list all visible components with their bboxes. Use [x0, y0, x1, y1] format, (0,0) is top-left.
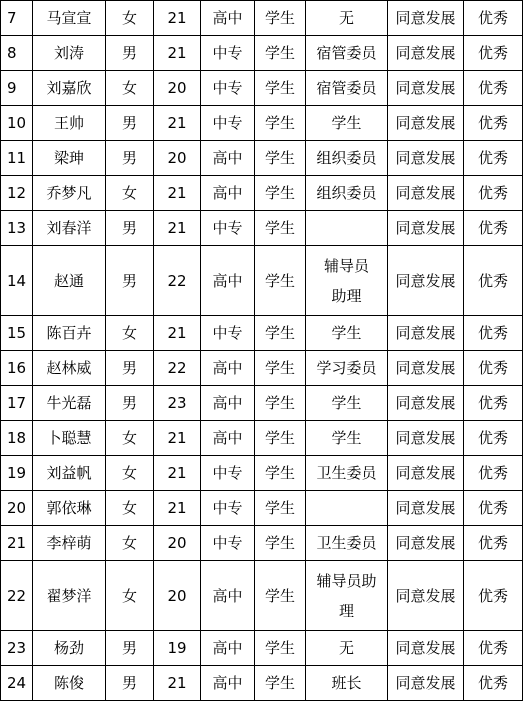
- education-cell: 中专: [201, 526, 255, 561]
- name-cell: 翟梦洋: [33, 561, 106, 631]
- table-row: [1, 71, 523, 106]
- rating-cell: 优秀: [464, 316, 523, 351]
- occupation-cell: 学生: [255, 106, 306, 141]
- occupation-cell: 学生: [255, 211, 306, 246]
- name-cell: 赵林威: [33, 351, 106, 386]
- age-cell: 19: [154, 631, 201, 666]
- education-cell: 高中: [201, 1, 255, 36]
- position-cell: 宿管委员: [306, 36, 388, 71]
- row-id: 19: [1, 456, 33, 491]
- opinion-cell: 同意发展: [388, 1, 464, 36]
- position-cell: 学生: [306, 421, 388, 456]
- age-cell: 20: [154, 71, 201, 106]
- rating-cell: 优秀: [464, 631, 523, 666]
- rating-cell: 优秀: [464, 491, 523, 526]
- education-cell: 高中: [201, 246, 255, 316]
- table-row: [1, 666, 523, 701]
- gender-cell: 女: [106, 421, 154, 456]
- opinion-cell: 同意发展: [388, 316, 464, 351]
- occupation-cell: 学生: [255, 456, 306, 491]
- gender-cell: 男: [106, 36, 154, 71]
- gender-cell: 男: [106, 351, 154, 386]
- row-id: 23: [1, 631, 33, 666]
- age-cell: 20: [154, 526, 201, 561]
- name-cell: 陈百卉: [33, 316, 106, 351]
- education-cell: 中专: [201, 211, 255, 246]
- age-cell: 21: [154, 316, 201, 351]
- education-cell: 中专: [201, 71, 255, 106]
- table-row: [1, 211, 523, 246]
- name-cell: 乔梦凡: [33, 176, 106, 211]
- table-row: [1, 526, 523, 561]
- education-cell: 高中: [201, 421, 255, 456]
- opinion-cell: 同意发展: [388, 71, 464, 106]
- opinion-cell: 同意发展: [388, 456, 464, 491]
- position-cell: [306, 491, 388, 526]
- row-id: 15: [1, 316, 33, 351]
- age-cell: 20: [154, 561, 201, 631]
- gender-cell: 男: [106, 106, 154, 141]
- name-cell: 王帅: [33, 106, 106, 141]
- name-cell: 牛光磊: [33, 386, 106, 421]
- opinion-cell: 同意发展: [388, 666, 464, 701]
- row-id: 18: [1, 421, 33, 456]
- opinion-cell: 同意发展: [388, 36, 464, 71]
- name-cell: 刘益帆: [33, 456, 106, 491]
- row-id: 24: [1, 666, 33, 701]
- occupation-cell: 学生: [255, 1, 306, 36]
- rating-cell: 优秀: [464, 1, 523, 36]
- table-row: [1, 386, 523, 421]
- rating-cell: 优秀: [464, 36, 523, 71]
- position-cell: [306, 561, 388, 631]
- table-row: [1, 176, 523, 211]
- table-row: [1, 1, 523, 36]
- occupation-cell: 学生: [255, 36, 306, 71]
- table-row: [1, 561, 523, 631]
- education-cell: 中专: [201, 36, 255, 71]
- position-cell: 学生: [306, 106, 388, 141]
- row-id: 22: [1, 561, 33, 631]
- table-row: [1, 491, 523, 526]
- name-cell: 杨劲: [33, 631, 106, 666]
- row-id: 13: [1, 211, 33, 246]
- education-cell: 中专: [201, 456, 255, 491]
- opinion-cell: 同意发展: [388, 526, 464, 561]
- row-id: 7: [1, 1, 33, 36]
- education-cell: 中专: [201, 106, 255, 141]
- row-id: 21: [1, 526, 33, 561]
- position-line: 理: [338, 601, 354, 620]
- occupation-cell: 学生: [255, 561, 306, 631]
- occupation-cell: 学生: [255, 316, 306, 351]
- table-body: [1, 1, 523, 701]
- rating-cell: 优秀: [464, 141, 523, 176]
- name-cell: 马宣宣: [33, 1, 106, 36]
- table-row: [1, 106, 523, 141]
- table-row: [1, 631, 523, 666]
- position-cell: [306, 246, 388, 316]
- age-cell: 23: [154, 386, 201, 421]
- row-id: 17: [1, 386, 33, 421]
- position-cell: [306, 211, 388, 246]
- name-cell: 梁珅: [33, 141, 106, 176]
- rating-cell: 优秀: [464, 456, 523, 491]
- name-cell: 李梓萌: [33, 526, 106, 561]
- position-cell: 卫生委员: [306, 526, 388, 561]
- opinion-cell: 同意发展: [388, 176, 464, 211]
- opinion-cell: 同意发展: [388, 631, 464, 666]
- position-cell: 组织委员: [306, 141, 388, 176]
- position-cell: 班长: [306, 666, 388, 701]
- table-row: [1, 456, 523, 491]
- occupation-cell: 学生: [255, 631, 306, 666]
- opinion-cell: 同意发展: [388, 386, 464, 421]
- gender-cell: 女: [106, 316, 154, 351]
- table-row: [1, 141, 523, 176]
- row-id: 20: [1, 491, 33, 526]
- rating-cell: 优秀: [464, 666, 523, 701]
- occupation-cell: 学生: [255, 526, 306, 561]
- age-cell: 22: [154, 246, 201, 316]
- rating-cell: 优秀: [464, 71, 523, 106]
- gender-cell: 女: [106, 71, 154, 106]
- table-row: [1, 421, 523, 456]
- table-row: [1, 36, 523, 71]
- gender-cell: 女: [106, 491, 154, 526]
- gender-cell: 男: [106, 386, 154, 421]
- opinion-cell: 同意发展: [388, 491, 464, 526]
- position-line: 辅导员: [323, 256, 369, 275]
- occupation-cell: 学生: [255, 141, 306, 176]
- opinion-cell: 同意发展: [388, 246, 464, 316]
- gender-cell: 男: [106, 666, 154, 701]
- education-cell: 高中: [201, 561, 255, 631]
- row-id: 12: [1, 176, 33, 211]
- age-cell: 21: [154, 211, 201, 246]
- occupation-cell: 学生: [255, 176, 306, 211]
- age-cell: 21: [154, 1, 201, 36]
- row-id: 8: [1, 36, 33, 71]
- rating-cell: 优秀: [464, 246, 523, 316]
- rating-cell: 优秀: [464, 106, 523, 141]
- gender-cell: 男: [106, 211, 154, 246]
- rating-cell: 优秀: [464, 421, 523, 456]
- age-cell: 20: [154, 141, 201, 176]
- position-cell: 宿管委员: [306, 71, 388, 106]
- age-cell: 22: [154, 351, 201, 386]
- occupation-cell: 学生: [255, 386, 306, 421]
- table-row: [1, 316, 523, 351]
- name-cell: 赵通: [33, 246, 106, 316]
- gender-cell: 女: [106, 456, 154, 491]
- opinion-cell: 同意发展: [388, 141, 464, 176]
- occupation-cell: 学生: [255, 666, 306, 701]
- gender-cell: 女: [106, 176, 154, 211]
- row-id: 11: [1, 141, 33, 176]
- name-cell: 刘春洋: [33, 211, 106, 246]
- table-row: [1, 246, 523, 316]
- name-cell: 郭依琳: [33, 491, 106, 526]
- opinion-cell: 同意发展: [388, 561, 464, 631]
- age-cell: 21: [154, 421, 201, 456]
- education-cell: 高中: [201, 141, 255, 176]
- rating-cell: 优秀: [464, 561, 523, 631]
- education-cell: 中专: [201, 491, 255, 526]
- age-cell: 21: [154, 36, 201, 71]
- position-cell: 学习委员: [306, 351, 388, 386]
- gender-cell: 女: [106, 561, 154, 631]
- position-cell: 学生: [306, 316, 388, 351]
- education-cell: 高中: [201, 666, 255, 701]
- row-id: 10: [1, 106, 33, 141]
- row-id: 14: [1, 246, 33, 316]
- gender-cell: 男: [106, 246, 154, 316]
- opinion-cell: 同意发展: [388, 211, 464, 246]
- rating-cell: 优秀: [464, 386, 523, 421]
- age-cell: 21: [154, 491, 201, 526]
- age-cell: 21: [154, 666, 201, 701]
- rating-cell: 优秀: [464, 351, 523, 386]
- occupation-cell: 学生: [255, 351, 306, 386]
- position-line: 辅导员助: [316, 571, 377, 590]
- row-id: 9: [1, 71, 33, 106]
- gender-cell: 男: [106, 631, 154, 666]
- gender-cell: 女: [106, 1, 154, 36]
- opinion-cell: 同意发展: [388, 106, 464, 141]
- rating-cell: 优秀: [464, 176, 523, 211]
- education-cell: 高中: [201, 631, 255, 666]
- table-row: [1, 351, 523, 386]
- occupation-cell: 学生: [255, 491, 306, 526]
- education-cell: 中专: [201, 316, 255, 351]
- education-cell: 高中: [201, 351, 255, 386]
- position-cell: 卫生委员: [306, 456, 388, 491]
- gender-cell: 女: [106, 526, 154, 561]
- occupation-cell: 学生: [255, 421, 306, 456]
- position-cell: 无: [306, 631, 388, 666]
- occupation-cell: 学生: [255, 246, 306, 316]
- opinion-cell: 同意发展: [388, 421, 464, 456]
- rating-cell: 优秀: [464, 526, 523, 561]
- position-line: 助理: [331, 286, 362, 305]
- age-cell: 21: [154, 456, 201, 491]
- occupation-cell: 学生: [255, 71, 306, 106]
- gender-cell: 男: [106, 141, 154, 176]
- position-cell: 学生: [306, 386, 388, 421]
- age-cell: 21: [154, 176, 201, 211]
- rating-cell: 优秀: [464, 211, 523, 246]
- row-id: 16: [1, 351, 33, 386]
- name-cell: 陈俊: [33, 666, 106, 701]
- education-cell: 高中: [201, 176, 255, 211]
- position-cell: 组织委员: [306, 176, 388, 211]
- position-cell: 无: [306, 1, 388, 36]
- opinion-cell: 同意发展: [388, 351, 464, 386]
- education-cell: 高中: [201, 386, 255, 421]
- name-cell: 刘嘉欣: [33, 71, 106, 106]
- name-cell: 卜聪慧: [33, 421, 106, 456]
- age-cell: 21: [154, 106, 201, 141]
- name-cell: 刘涛: [33, 36, 106, 71]
